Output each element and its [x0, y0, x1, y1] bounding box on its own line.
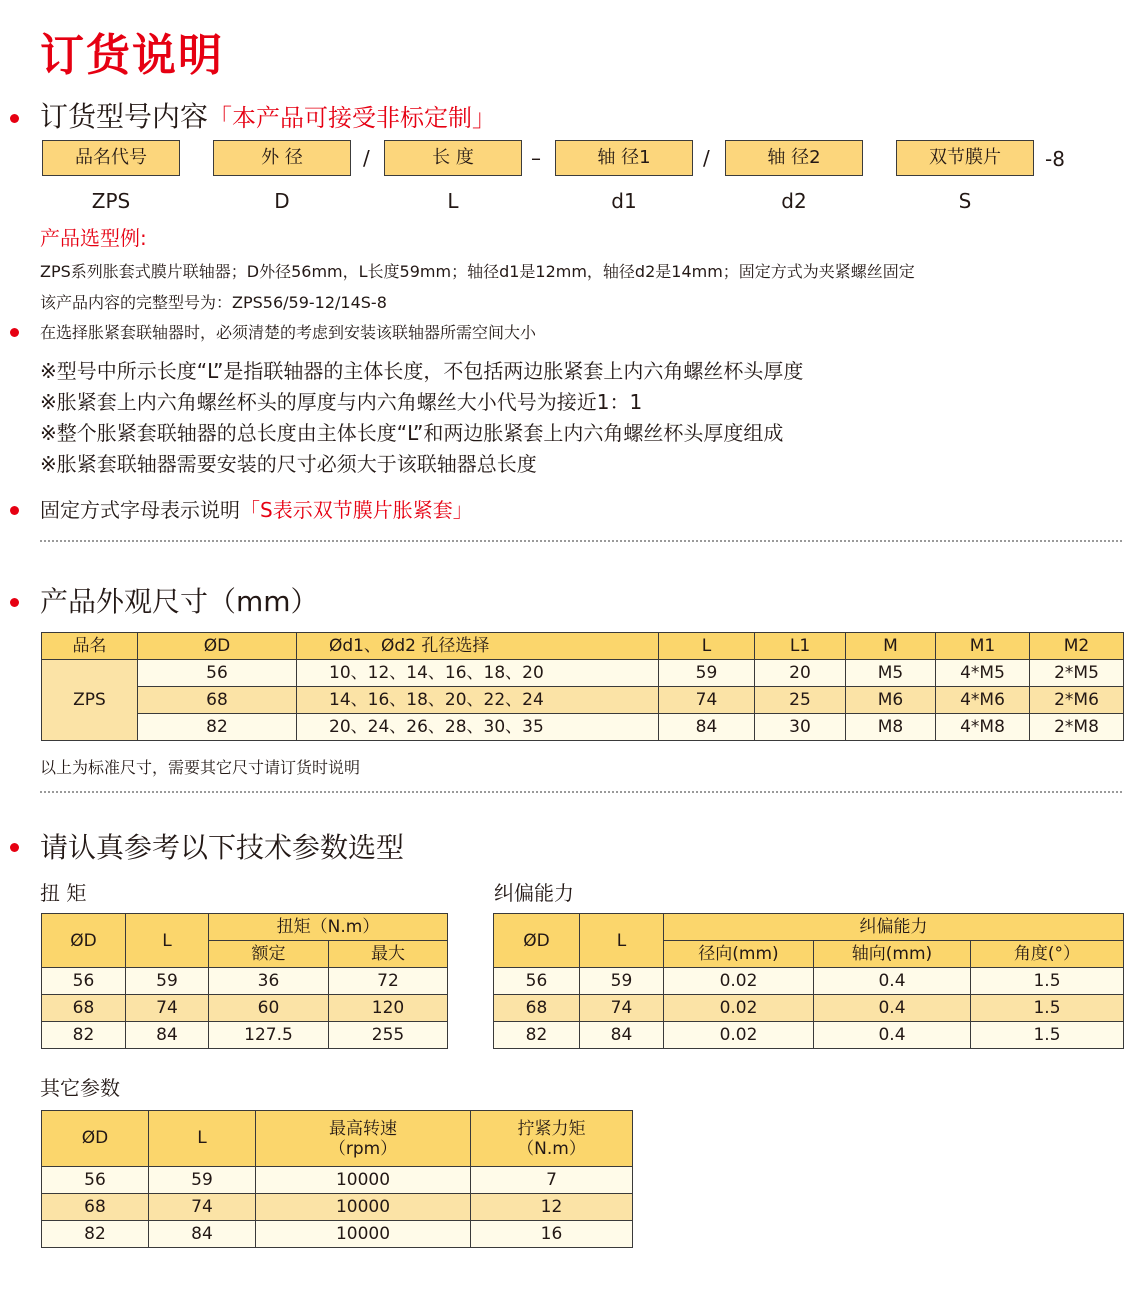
code-box-diaphragm: 双节膜片: [896, 140, 1034, 176]
table-cell: 16: [471, 1221, 633, 1248]
order-heading: [40, 99, 496, 136]
selection-note: 在选择胀紧套联轴器时，必须清楚的考虑到安装该联轴器所需空间大小: [40, 323, 537, 342]
tightening-header-line: 拧紧力矩: [517, 1118, 586, 1139]
table-header: L1: [755, 633, 846, 660]
note-line: ※胀紧套上内六角螺丝杯头的厚度与内六角螺丝大小代号为接近1：1: [40, 390, 643, 414]
note-line: ※整个胀紧套联轴器的总长度由主体长度“L”和两边胀紧套上内六角螺丝杯头厚度组成: [40, 421, 784, 445]
table-header: 扭矩（N.m）: [209, 914, 448, 941]
order-heading-note: 「本产品可接受非标定制」: [208, 104, 497, 132]
table-cell: 56: [138, 660, 297, 687]
table-cell: 84: [659, 714, 755, 741]
table-cell: 56: [42, 968, 126, 995]
table-cell: M6: [846, 687, 936, 714]
table-cell: 84: [126, 1022, 209, 1049]
table-header: 最大: [329, 941, 448, 968]
table-cell: 4*M5: [936, 660, 1030, 687]
table-row: [42, 1167, 633, 1194]
separator-dash: –: [531, 146, 541, 170]
table-cell: 74: [126, 995, 209, 1022]
table-cell: 84: [149, 1221, 256, 1248]
table-cell: 68: [42, 1194, 149, 1221]
table-cell: 0.02: [664, 995, 814, 1022]
example-full-model: 该产品内容的完整型号为：ZPS56/59-12/14S-8: [40, 293, 387, 312]
separator-slash: /: [703, 146, 710, 170]
table-cell: 2*M6: [1030, 687, 1124, 714]
table-cell: 0.4: [814, 968, 971, 995]
table-cell: 20、24、26、28、30、35: [297, 714, 659, 741]
table-cell: 59: [126, 968, 209, 995]
table-cell: 59: [149, 1167, 256, 1194]
table-cell: 14、16、18、20、22、24: [297, 687, 659, 714]
table-cell: 0.4: [814, 1022, 971, 1049]
table-cell: 82: [494, 1022, 580, 1049]
table-cell: 74: [149, 1194, 256, 1221]
code-box-shaft2: 轴 径2: [725, 140, 863, 176]
table-cell: 120: [329, 995, 448, 1022]
table-header: 纠偏能力: [664, 914, 1124, 941]
code-value-product: ZPS: [91, 189, 131, 213]
order-heading-text: 订货型号内容: [40, 100, 209, 133]
table-cell: 68: [138, 687, 297, 714]
note-line: ※胀紧套联轴器需要安装的尺寸必须大于该联轴器总长度: [40, 452, 537, 476]
dimensions-heading: 产品外观尺寸（mm）: [40, 585, 319, 618]
table-cell: 4*M6: [936, 687, 1030, 714]
code-value-od: D: [274, 189, 290, 213]
table-row: [494, 995, 1124, 1022]
table-cell: 82: [42, 1022, 126, 1049]
table-header: L: [659, 633, 755, 660]
code-box-shaft1: 轴 径1: [555, 140, 693, 176]
table-row: [42, 1022, 448, 1049]
table-cell: 30: [755, 714, 846, 741]
table-header: L: [149, 1111, 256, 1167]
table-cell: 82: [138, 714, 297, 741]
dimensions-table: [41, 632, 1124, 741]
fixing-heading: [40, 496, 473, 524]
table-cell: 56: [42, 1167, 149, 1194]
table-header: L: [126, 914, 209, 968]
bullet-icon: [10, 328, 19, 337]
table-row: [42, 687, 1124, 714]
table-cell: 12: [471, 1194, 633, 1221]
table-row: [42, 1221, 633, 1248]
note-line: ※型号中所示长度“L”是指联轴器的主体长度，不包括两边胀紧套上内六角螺丝杯头厚度: [40, 359, 804, 383]
bullet-icon: [10, 843, 19, 852]
product-cell: ZPS: [42, 660, 138, 741]
table-header: L: [580, 914, 664, 968]
code-value-diaphragm: S: [958, 189, 972, 213]
table-cell: 10、12、14、16、18、20: [297, 660, 659, 687]
table-cell: 25: [755, 687, 846, 714]
table-cell: 2*M5: [1030, 660, 1124, 687]
table-cell: 68: [42, 995, 126, 1022]
fixing-note: 「S表示双节膜片胀紧套」: [240, 498, 473, 522]
table-header: 角度(°）: [971, 941, 1124, 968]
separator-slash: /: [363, 146, 370, 170]
table-header: Ød1、Ød2 孔径选择: [297, 633, 659, 660]
table-cell: 2*M8: [1030, 714, 1124, 741]
table-cell: 255: [329, 1022, 448, 1049]
tech-heading: 请认真参考以下技术参数选型: [40, 831, 405, 864]
table-cell: 36: [209, 968, 329, 995]
table-cell: 1.5: [971, 995, 1124, 1022]
table-cell: 0.02: [664, 1022, 814, 1049]
table-header: ØD: [42, 1111, 149, 1167]
table-header: ØD: [138, 633, 297, 660]
divider: [40, 540, 1122, 542]
misalign-table: [493, 913, 1124, 1049]
code-suffix: -8: [1045, 147, 1065, 171]
table-header-row: [42, 914, 448, 941]
speed-header-line: 最高转速: [329, 1118, 397, 1139]
table-cell: 84: [580, 1022, 664, 1049]
table-cell: 60: [209, 995, 329, 1022]
table-cell: M8: [846, 714, 936, 741]
fixing-heading-text: 固定方式字母表示说明: [40, 498, 240, 522]
torque-title: 扭 矩: [40, 881, 87, 905]
table-header: M1: [936, 633, 1030, 660]
code-value-shaft2: d2: [781, 189, 807, 213]
table-cell: 4*M8: [936, 714, 1030, 741]
speed-header-unit: （rpm）: [328, 1138, 398, 1159]
table-cell: 74: [580, 995, 664, 1022]
table-cell: 10000: [256, 1167, 471, 1194]
table-header: M2: [1030, 633, 1124, 660]
table-cell: 10000: [256, 1194, 471, 1221]
table-cell: M5: [846, 660, 936, 687]
example-line: ZPS系列胀套式膜片联轴器；D外径56mm，L长度59mm；轴径d1是12mm，轴径d2是14mm；固定方式为夹紧螺丝固定: [40, 262, 915, 281]
table-row: [42, 1194, 633, 1221]
table-header-row: [42, 633, 1124, 660]
dimensions-footnote: 以上为标准尺寸，需要其它尺寸请订货时说明: [40, 758, 361, 777]
table-row: [42, 660, 1124, 687]
code-box-length: 长 度: [384, 140, 522, 176]
table-header-tightening: [471, 1111, 633, 1167]
tightening-header-unit: （N.m）: [517, 1138, 586, 1159]
table-header: 品名: [42, 633, 138, 660]
table-cell: 59: [580, 968, 664, 995]
table-cell: 10000: [256, 1221, 471, 1248]
table-cell: 59: [659, 660, 755, 687]
torque-table: [41, 913, 448, 1049]
table-cell: 72: [329, 968, 448, 995]
bullet-icon: [10, 114, 19, 123]
page-title: 订货说明: [40, 30, 224, 81]
table-cell: 1.5: [971, 1022, 1124, 1049]
table-header-row: [494, 914, 1124, 941]
code-value-length: L: [447, 189, 459, 213]
code-box-od: 外 径: [213, 140, 351, 176]
table-header: 轴向(mm): [814, 941, 971, 968]
table-cell: 127.5: [209, 1022, 329, 1049]
table-header: 额定: [209, 941, 329, 968]
table-header-row: [42, 1111, 633, 1167]
divider: [40, 791, 1122, 793]
other-params-title: 其它参数: [40, 1076, 120, 1100]
table-row: [494, 968, 1124, 995]
table-cell: 0.4: [814, 995, 971, 1022]
table-header: 径向(mm): [664, 941, 814, 968]
table-row: [42, 714, 1124, 741]
code-value-shaft1: d1: [611, 189, 637, 213]
table-header: M: [846, 633, 936, 660]
table-row: [42, 995, 448, 1022]
bullet-icon: [10, 506, 19, 515]
table-cell: 82: [42, 1221, 149, 1248]
table-header-speed: [256, 1111, 471, 1167]
table-cell: 68: [494, 995, 580, 1022]
table-header: ØD: [494, 914, 580, 968]
table-cell: 7: [471, 1167, 633, 1194]
table-row: [494, 1022, 1124, 1049]
example-title: 产品选型例:: [40, 226, 147, 250]
table-cell: 20: [755, 660, 846, 687]
table-row: [42, 968, 448, 995]
table-cell: 0.02: [664, 968, 814, 995]
other-params-table: [41, 1110, 633, 1248]
misalign-title: 纠偏能力: [494, 881, 574, 905]
bullet-icon: [10, 598, 19, 607]
table-cell: 56: [494, 968, 580, 995]
table-cell: 1.5: [971, 968, 1124, 995]
table-header: ØD: [42, 914, 126, 968]
code-box-product: 品名代号: [42, 140, 180, 176]
table-cell: 74: [659, 687, 755, 714]
